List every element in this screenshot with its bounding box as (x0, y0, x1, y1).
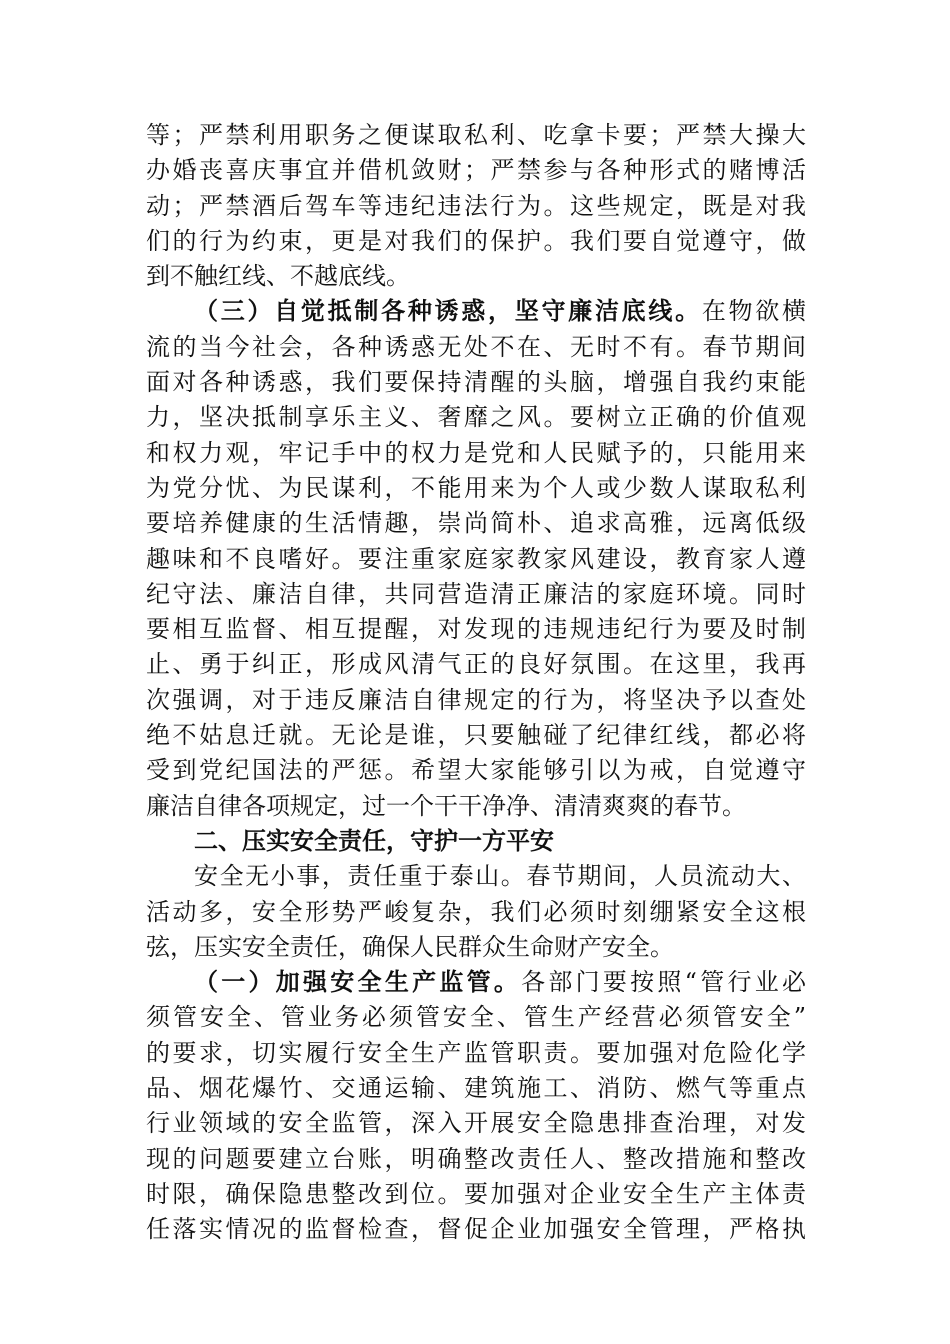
text-line-5: 到不触红线、不越底线。 (146, 262, 410, 291)
text-line-20: 廉洁自律各项规定，过一个干干净净、清清爽爽的春节。 (146, 791, 746, 820)
subheading-3-rest: 在物欲横 (701, 297, 806, 326)
text-line-28: 品、烟花爆竹、交通运输、建筑施工、消防、燃气等重点 (146, 1074, 806, 1103)
text-line-14: 纪守法、廉洁自律，共同营造清正廉洁的家庭环境。同时 (146, 579, 806, 608)
text-line-11: 为党分忧、为民谋利，不能用来为个人或少数人谋取私利 (146, 473, 806, 502)
text-line-23: 活动多，安全形势严峻复杂，我们必须时刻绷紧安全这根 (146, 897, 806, 926)
text-line-32: 任落实情况的监督检查，督促企业加强安全管理，严格执 (146, 1215, 806, 1244)
text-line-7: 流的当今社会，各种诱惑无处不在、无时不有。春节期间 (146, 332, 806, 361)
subheading-3: （三）自觉抵制各种诱惑，坚守廉洁底线。 (194, 297, 702, 326)
text-line-17: 次强调，对于违反廉洁自律规定的行为，将坚决予以查处 (146, 685, 806, 714)
subheading-line-1 (146, 965, 806, 1000)
text-line-3: 动；严禁酒后驾车等违纪违法行为。这些规定，既是对我 (146, 191, 806, 220)
text-line-13: 趣味和不良嗜好。要注重家庭家教家风建设，教育家人遵 (146, 544, 806, 573)
text-line-27: 的要求，切实履行安全生产监管职责。要加强对危险化学 (146, 1038, 806, 1067)
text-line-12: 要培养健康的生活情趣，崇尚简朴、追求高雅，远离低级 (146, 509, 806, 538)
text-line-19: 受到党纪国法的严惩。希望大家能够引以为戒，自觉遵守 (146, 756, 806, 785)
text-line-1: 等；严禁利用职务之便谋取私利、吃拿卡要；严禁大操大 (146, 121, 806, 149)
text-line-30: 现的问题要建立台账，明确整改责任人、整改措施和整改 (146, 1144, 806, 1173)
text-line-18: 绝不姑息迁就。无论是谁，只要触碰了纪律红线，都必将 (146, 721, 806, 750)
body-text (146, 118, 806, 1248)
text-line-2: 办婚丧喜庆事宜并借机敛财；严禁参与各种形式的赌博活 (146, 156, 806, 185)
text-line-8: 面对各种诱惑，我们要保持清醒的头脑，增强自我约束能 (146, 368, 806, 397)
subheading-line-3 (146, 294, 806, 329)
subheading-1-rest: 各部门要按照“管行业必 (521, 968, 806, 997)
text-line-29: 行业领域的安全监管，深入开展安全隐患排查治理，对发 (146, 1109, 806, 1138)
section-heading-2: 二、压实安全责任，守护一方平安 (194, 826, 554, 855)
text-line-16: 止、勇于纠正，形成风清气正的良好氛围。在这里，我再 (146, 650, 806, 679)
text-line-24: 弦，压实安全责任，确保人民群众生命财产安全。 (146, 932, 674, 961)
text-line-22: 安全无小事，责任重于泰山。春节期间，人员流动大、 (194, 862, 806, 891)
text-line-9: 力，坚决抵制享乐主义、奢靡之风。要树立正确的价值观 (146, 403, 806, 432)
text-line-31: 时限，确保隐患整改到位。要加强对企业安全生产主体责 (146, 1179, 806, 1208)
text-line-4: 们的行为约束，更是对我们的保护。我们要自觉遵守，做 (146, 226, 806, 255)
text-line-15: 要相互监督、相互提醒，对发现的违规违纪行为要及时制 (146, 615, 806, 644)
subheading-1: （一）加强安全生产监管。 (194, 968, 522, 997)
text-line-10: 和权力观，牢记手中的权力是党和人民赋予的，只能用来 (146, 438, 806, 467)
text-line-26: 须管安全、管业务必须管安全、管生产经营必须管安全” (146, 1003, 806, 1032)
